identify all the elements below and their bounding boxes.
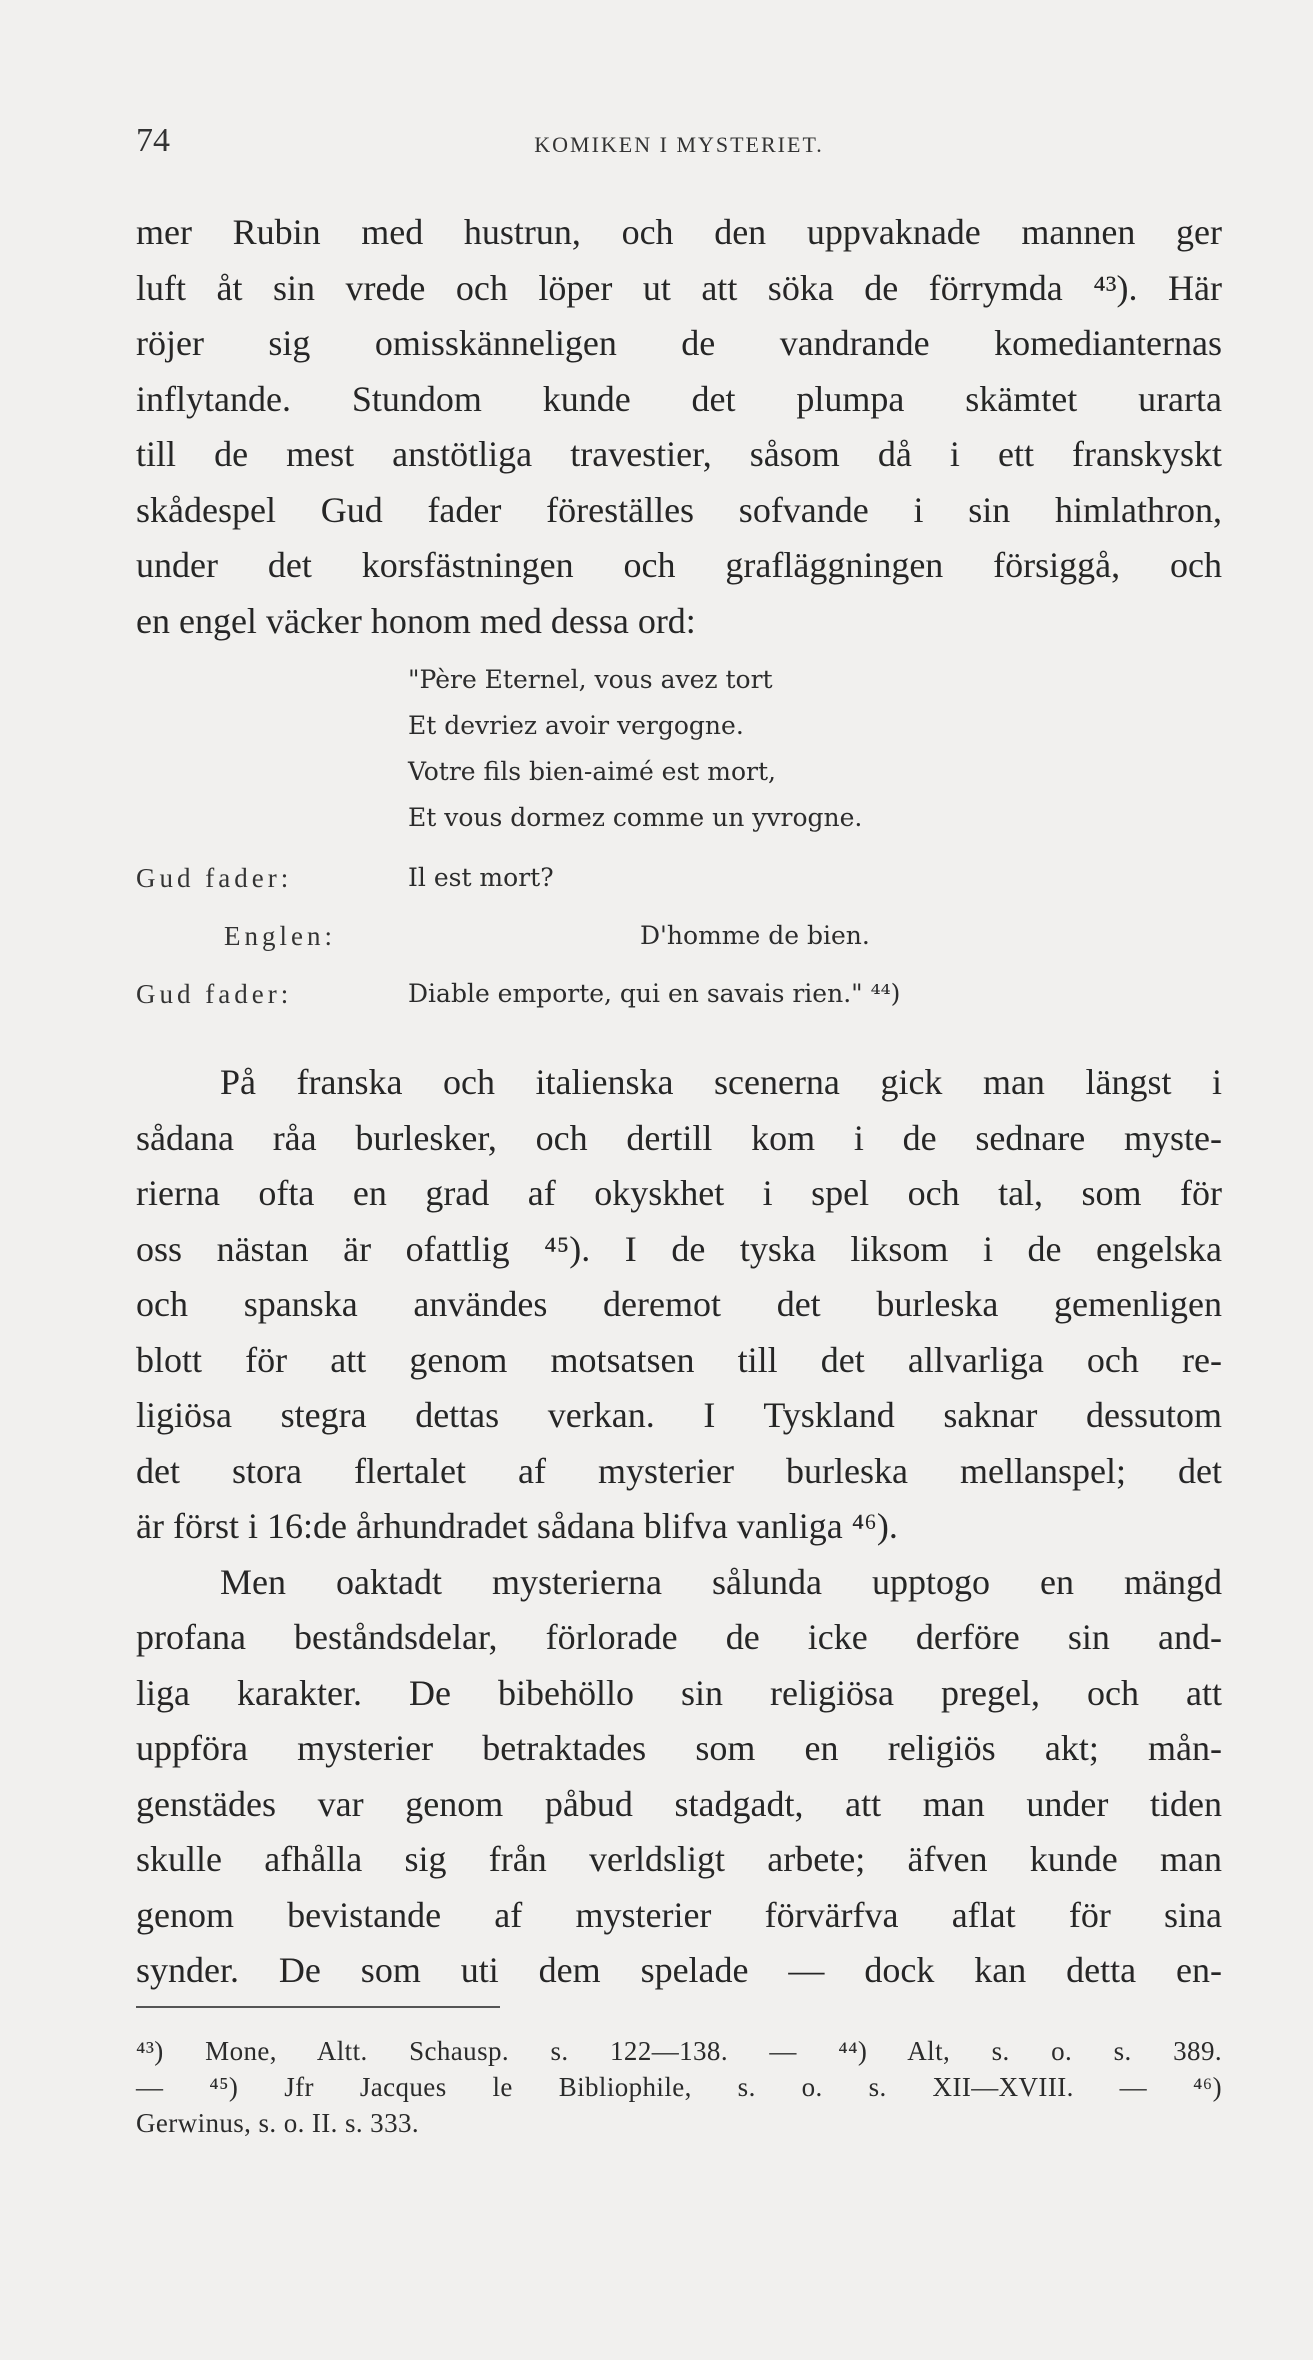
text-line: ligiösa stegra dettas verkan. I Tyskland saknar dessutom: [136, 1395, 1222, 1435]
verse-line: "Père Eternel, vous avez tort: [408, 665, 773, 694]
running-head: KOMIKEN I MYSTERIET.: [534, 132, 824, 157]
verse-line: Votre fils bien-aimé est mort,: [408, 757, 777, 786]
text-line: blott för att genom motsatsen till det allvarliga och re-: [136, 1339, 1222, 1380]
text-line: Men oaktadt mysterierna sålunda upptogo en mängd: [220, 1561, 1222, 1602]
text-line: skulle afhålla sig från verldsligt arbete; äfven kunde man: [136, 1839, 1222, 1879]
text-line: röjer sig omisskänneligen de vandrande komedianternas: [136, 323, 1222, 363]
body-text-top: [136, 205, 1222, 649]
footnote-line: — ⁴⁵) Jfr Jacques le Bibliophile, s. o. s. XII—XVIII. — ⁴⁶): [136, 2072, 1222, 2102]
text-line: uppföra mysterier betraktades som en religiös akt; mån-: [136, 1728, 1222, 1768]
text-line: På franska och italienska scenerna gick man längst i: [220, 1062, 1222, 1102]
paragraph-2: [136, 1055, 1222, 1555]
speaker-label: Gud fader:: [136, 863, 293, 893]
text-line: mer Rubin med hustrun, och den uppvaknade mannen ger: [136, 212, 1222, 252]
speaker-label: Englen:: [224, 921, 336, 951]
page-number: 74: [136, 122, 170, 159]
text-line: är först i 16:de århundradet sådana blifva vanliga ⁴⁶).: [136, 1506, 898, 1546]
footnote-rule: [136, 2006, 500, 2008]
text-line: liga karakter. De bibehöllo sin religiösa pregel, och att: [136, 1672, 1222, 1713]
text-line: sådana råa burlesker, och dertill kom i de sednare myste-: [136, 1117, 1222, 1158]
text-line: skådespel Gud fader föreställes sofvande i sin himlathron,: [136, 489, 1222, 530]
speech-text: Il est mort?: [408, 863, 554, 892]
text-line: till de mest anstötliga travestier, såsom då i ett franskyskt: [136, 434, 1222, 474]
page-header: [136, 122, 1222, 166]
footnote-line: Gerwinus, s. o. II. s. 333.: [136, 2108, 420, 2138]
verse-line: Et devriez avoir vergogne.: [408, 711, 744, 740]
text-line: det stora flertalet af mysterier burleska mellanspel; det: [136, 1450, 1222, 1491]
text-line: rierna ofta en grad af okyskhet i spel och tal, som för: [136, 1173, 1222, 1213]
paragraph-3: [136, 1555, 1222, 1999]
text-line: och spanska användes deremot det burleska gemenligen: [136, 1284, 1222, 1324]
footnote-line: ⁴³) Mone, Altt. Schausp. s. 122—138. — ⁴⁴) Alt, s. o. s. 389.: [136, 2036, 1222, 2066]
speech-text: Diable emporte, qui en savais rien." ⁴⁴): [408, 979, 901, 1008]
text-line: en engel väcker honom med dessa ord:: [136, 600, 696, 641]
body-text-bottom: [136, 1055, 1222, 1999]
text-line: under det korsfästningen och grafläggningen försiggå, och: [136, 545, 1222, 585]
text-line: genom bevistande af mysterier förvärfva aflat för sina: [136, 1894, 1222, 1935]
text-line: synder. De som uti dem spelade — dock kan detta en-: [136, 1950, 1222, 1990]
footnotes: [136, 2033, 1222, 2141]
text-line: luft åt sin vrede och löper ut att söka de förrymda ⁴³). Här: [136, 267, 1222, 308]
verse-line: Et vous dormez comme un yvrogne.: [408, 803, 863, 832]
paragraph-1: [136, 205, 1222, 649]
text-line: inflytande. Stundom kunde det plumpa skämtet urarta: [136, 378, 1222, 419]
text-line: profana beståndsdelar, förlorade de icke derföre sin and-: [136, 1617, 1222, 1657]
text-line: oss nästan är ofattlig ⁴⁵). I de tyska liksom i de engelska: [136, 1228, 1222, 1269]
text-line: genstädes var genom påbud stadgadt, att man under tiden: [136, 1783, 1222, 1824]
speech-text: D'homme de bien.: [640, 921, 870, 950]
speaker-label: Gud fader:: [136, 979, 293, 1009]
